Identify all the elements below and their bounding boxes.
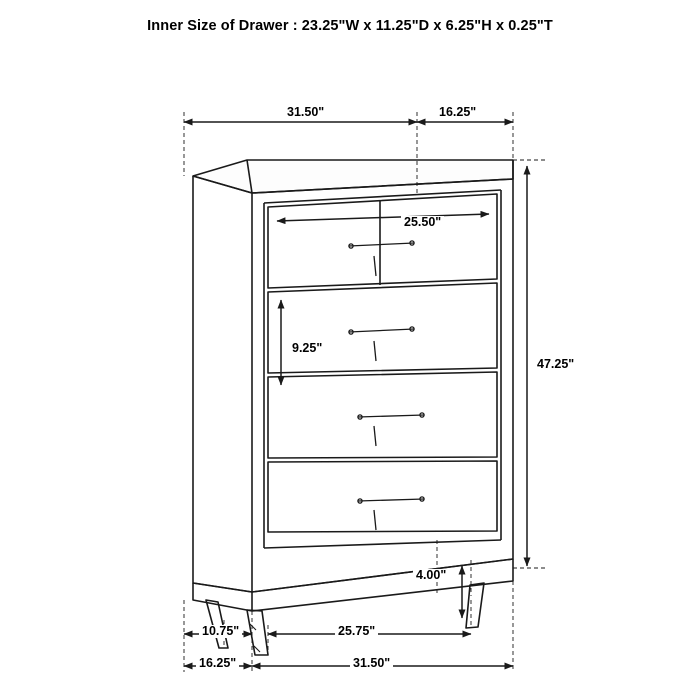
dim-base-width: 31.50" [350,657,393,670]
dim-leg-height: 4.00" [413,569,449,582]
dim-base-depth: 10.75" [199,625,242,638]
chest-body [193,160,513,655]
dim-base-side: 16.25" [196,657,239,670]
dim-side-depth: 16.25" [436,106,479,119]
dim-drawer-width: 25.50" [401,216,444,229]
dim-front-width: 31.50" [284,106,327,119]
dim-base-inner-width: 25.75" [335,625,378,638]
guide-lines [184,112,545,672]
dim-total-height: 47.25" [534,358,577,371]
dim-drawer-height: 9.25" [289,342,325,355]
page-title: Inner Size of Drawer : 23.25"W x 11.25"D x 6.25"H x 0.25"T [147,18,553,34]
